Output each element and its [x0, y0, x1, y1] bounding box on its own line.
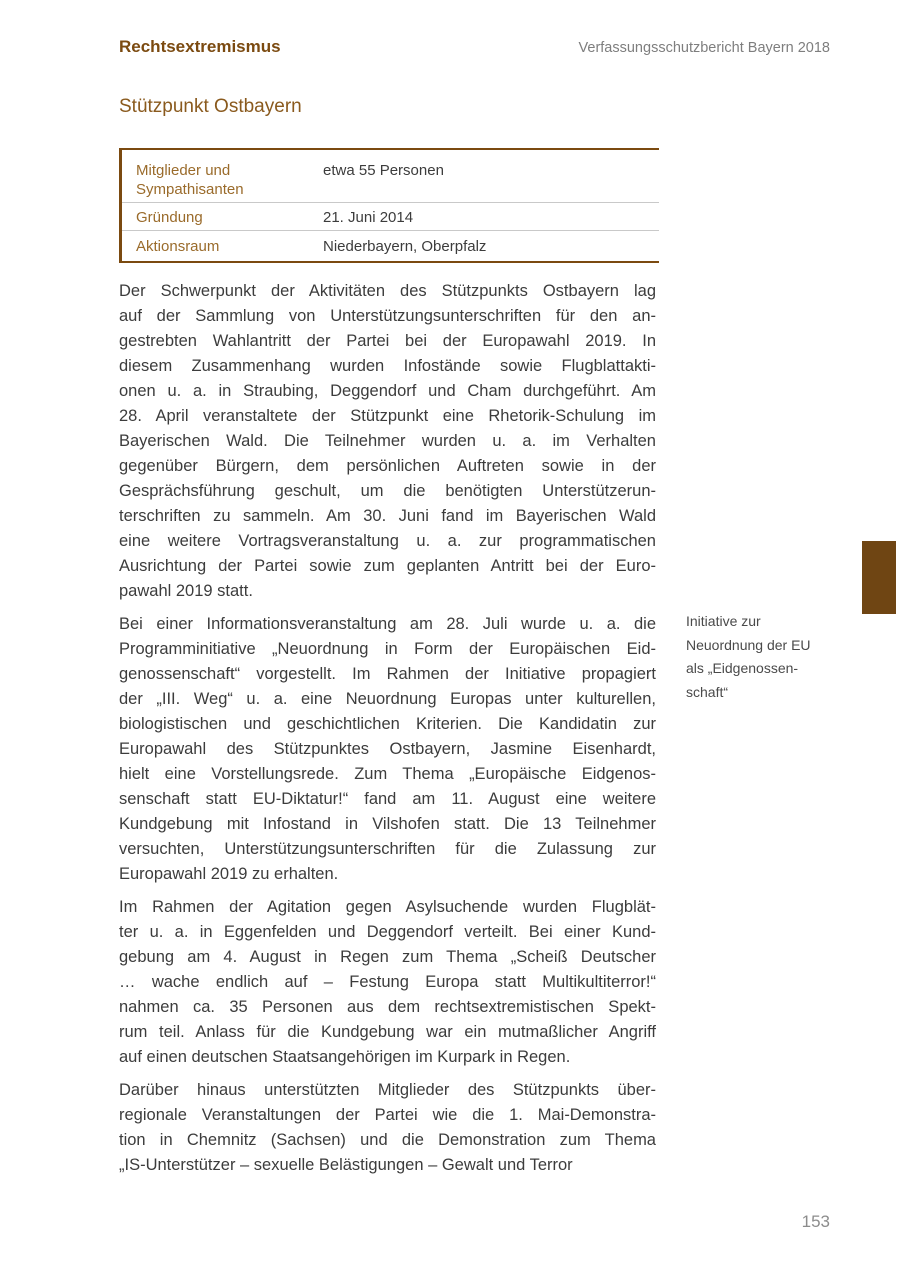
info-table-row — [122, 150, 659, 202]
paragraph — [119, 1078, 656, 1178]
text-line: auf der Sammlung von Unterstützungsunterschriften für den an- — [119, 307, 656, 325]
margin-note-line: Neuordnung der EU — [686, 636, 811, 653]
text-line: Ausrichtung der Partei sowie zum geplanten Antritt bei der Euro- — [119, 557, 656, 575]
section-heading: Rechtsextremismus — [119, 37, 281, 56]
text-line: Europawahl des Stützpunktes Ostbayern, Jasmine Eisenhardt, — [119, 740, 656, 758]
text-line: tion in Chemnitz (Sachsen) und die Demonstration zum Thema — [119, 1131, 656, 1149]
info-row-label: Aktionsraum — [136, 238, 220, 255]
text-line: biologistischen und geschichtlichen Kriterien. Die Kandidatin zur — [119, 715, 656, 733]
text-line: nahmen ca. 35 Personen aus dem rechtsextremistischen Spekt- — [119, 998, 656, 1016]
info-row-value: etwa 55 Personen — [323, 162, 444, 179]
text-line: Bei einer Informationsveranstaltung am 28. Juli wurde u. a. die — [119, 615, 656, 633]
margin-note — [686, 610, 846, 704]
info-table-row — [122, 202, 659, 230]
text-line: Darüber hinaus unterstützten Mitglieder des Stützpunkts über- — [119, 1081, 656, 1099]
chapter-tab-marker — [862, 541, 896, 614]
report-title: Verfassungsschutzbericht Bayern 2018 — [578, 40, 830, 56]
text-line: diesem Zusammenhang wurden Infostände sowie Flugblattakti- — [119, 357, 656, 375]
text-line: der „III. Weg“ u. a. eine Neuordnung Europas unter kulturellen, — [119, 690, 656, 708]
text-line: Programminitiative „Neuordnung in Form der Europäischen Eid- — [119, 640, 656, 658]
text-line: gebung am 4. August in Regen zum Thema „Scheiß Deutscher — [119, 948, 656, 966]
page-title: Stützpunkt Ostbayern — [119, 96, 302, 117]
text-line: Im Rahmen der Agitation gegen Asylsuchende wurden Flugblät- — [119, 898, 656, 916]
text-line: „IS-Unterstützer – sexuelle Belästigungen – Gewalt und Terror — [119, 1156, 573, 1174]
margin-note-line: schaft“ — [686, 683, 729, 700]
text-line: … wache endlich auf – Festung Europa statt Multikultiterror!“ — [119, 973, 656, 991]
text-line: versuchten, Unterstützungsunterschriften für die Zulassung zur — [119, 840, 656, 858]
info-row-value: Niederbayern, Oberpfalz — [323, 238, 487, 255]
paragraph — [119, 279, 656, 604]
text-line: genossenschaft“ vorgestellt. Im Rahmen der Initiative propagiert — [119, 665, 656, 683]
text-line: ter u. a. in Eggenfelden und Deggendorf verteilt. Bei einer Kund- — [119, 923, 656, 941]
info-row-label: Gründung — [136, 209, 203, 226]
text-line: senschaft statt EU-Diktatur!“ fand am 11. August eine weitere — [119, 790, 656, 808]
margin-note-line: als „Eidgenossen- — [686, 660, 799, 676]
text-line: 28. April veranstaltete der Stützpunkt eine Rhetorik-Schulung im — [119, 407, 656, 425]
text-line: pawahl 2019 statt. — [119, 582, 253, 600]
page-number: 153 — [801, 1212, 830, 1231]
text-line: terschriften zu sammeln. Am 30. Juni fand im Bayerischen Wald — [119, 507, 656, 525]
body-text — [119, 279, 656, 1186]
info-row-label: Mitglieder und Sympathisanten — [136, 162, 244, 198]
text-line: gestrebten Wahlantritt der Partei bei der Europawahl 2019. In — [119, 332, 656, 350]
margin-note-line: Initiative zur — [686, 613, 761, 629]
info-row-value: 21. Juni 2014 — [323, 209, 414, 226]
paragraph — [119, 612, 656, 887]
text-line: Der Schwerpunkt der Aktivitäten des Stützpunkts Ostbayern lag — [119, 282, 656, 300]
text-line: auf einen deutschen Staatsangehörigen im Kurpark in Regen. — [119, 1048, 571, 1066]
text-line: Gesprächsführung geschult, um die benötigten Unterstützerun- — [119, 482, 656, 500]
text-line: Kundgebung mit Infostand in Vilshofen statt. Die 13 Teilnehmer — [119, 815, 656, 833]
info-table-row — [122, 230, 659, 261]
text-line: Europawahl 2019 zu erhalten. — [119, 865, 339, 883]
text-line: gegenüber Bürgern, dem persönlichen Auftreten sowie in der — [119, 457, 656, 475]
info-table — [119, 148, 659, 263]
text-line: hielt eine Vorstellungsrede. Zum Thema „Europäische Eidgenos- — [119, 765, 656, 783]
paragraph — [119, 895, 656, 1070]
text-line: eine weitere Vortragsveranstaltung u. a. zur programmatischen — [119, 532, 656, 550]
text-line: rum teil. Anlass für die Kundgebung war ein mutmaßlicher Angriff — [119, 1023, 656, 1041]
text-line: onen u. a. in Straubing, Deggendorf und Cham durchgeführt. Am — [119, 382, 656, 400]
text-line: Bayerischen Wald. Die Teilnehmer wurden u. a. im Verhalten — [119, 432, 656, 450]
text-line: regionale Veranstaltungen der Partei wie die 1. Mai-Demonstra- — [119, 1106, 656, 1124]
